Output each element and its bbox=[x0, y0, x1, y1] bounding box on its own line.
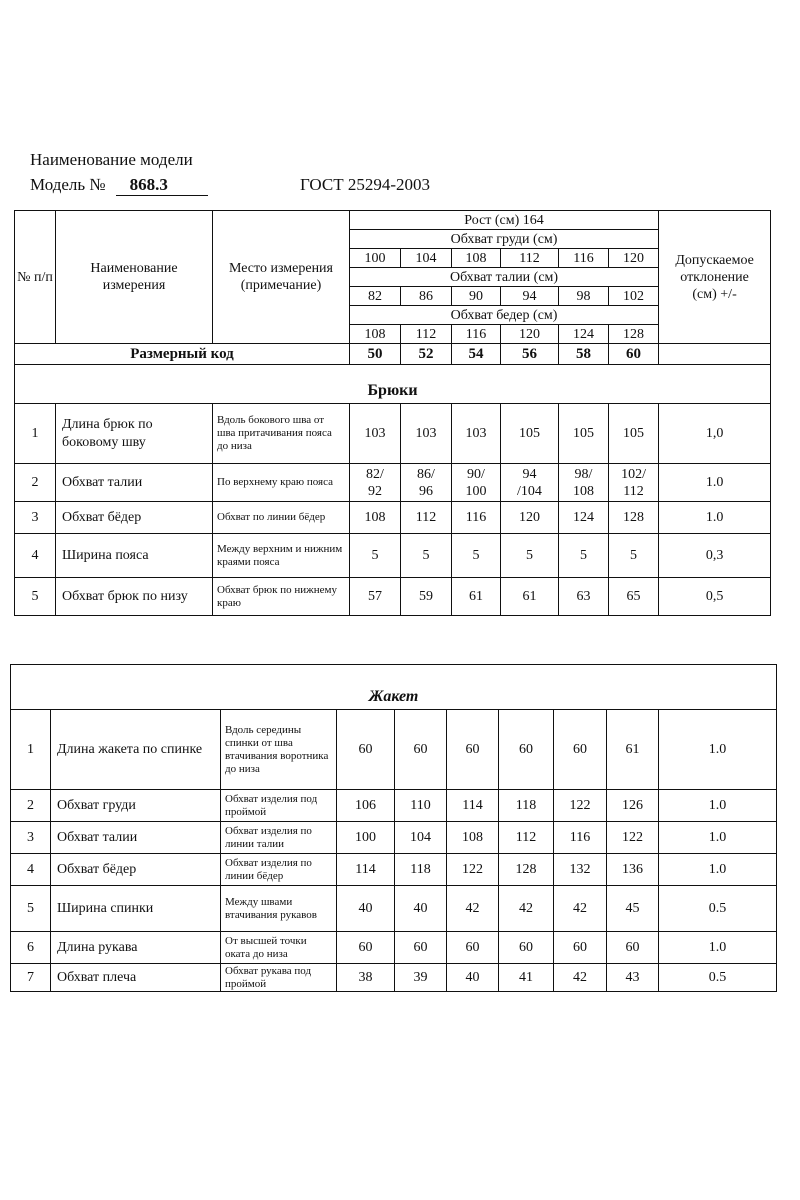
measurement-value: 86/ 96 bbox=[401, 464, 452, 502]
measurement-value: 126 bbox=[607, 790, 659, 822]
chest-size-cell: 100 bbox=[350, 249, 401, 268]
column-header-place: Место измерения (примечание) bbox=[213, 211, 350, 344]
measurement-place: Обхват рукава под проймой bbox=[221, 964, 337, 992]
tolerance-value: 1,0 bbox=[659, 404, 771, 464]
jacket-measurement-table bbox=[10, 664, 777, 992]
section-jacket bbox=[11, 665, 777, 710]
measurement-place: Между швами втачивания рукавов bbox=[221, 886, 337, 932]
measurement-name: Обхват брюк по низу bbox=[56, 578, 213, 616]
measurement-value: 5 bbox=[609, 534, 659, 578]
gost-standard: ГОСТ 25294-2003 bbox=[300, 175, 431, 194]
measurement-value: 59 bbox=[401, 578, 452, 616]
measurement-value: 61 bbox=[501, 578, 559, 616]
table-row bbox=[15, 502, 771, 534]
measurement-value: 5 bbox=[350, 534, 401, 578]
measurement-name: Длина рукава bbox=[51, 932, 221, 964]
row-number: 3 bbox=[15, 502, 56, 534]
measurement-value: 128 bbox=[609, 502, 659, 534]
row-number: 3 bbox=[11, 822, 51, 854]
table-row bbox=[11, 822, 777, 854]
column-header-tolerance: Допускаемое отклонение (см) +/- bbox=[659, 211, 771, 344]
tolerance-value: 0,3 bbox=[659, 534, 771, 578]
measurement-value: 106 bbox=[337, 790, 395, 822]
measurement-value: 108 bbox=[350, 502, 401, 534]
measurement-value: 110 bbox=[395, 790, 447, 822]
measurement-value: 103 bbox=[452, 404, 501, 464]
tolerance-value: 1.0 bbox=[659, 710, 777, 790]
measurement-value: 61 bbox=[607, 710, 659, 790]
measurement-value: 42 bbox=[447, 886, 499, 932]
measurement-place: Обхват брюк по нижнему краю bbox=[213, 578, 350, 616]
table-row bbox=[11, 964, 777, 992]
table-row bbox=[11, 790, 777, 822]
section-trousers bbox=[15, 365, 771, 404]
measurement-place: Обхват по линии бёдер bbox=[213, 502, 350, 534]
measurement-value: 65 bbox=[609, 578, 659, 616]
measurement-value: 118 bbox=[395, 854, 447, 886]
measurement-value: 45 bbox=[607, 886, 659, 932]
waist-size-cell: 90 bbox=[452, 287, 501, 306]
hips-header: Обхват бедер (см) bbox=[350, 306, 659, 325]
hips-size-cell: 120 bbox=[501, 325, 559, 344]
row-number: 6 bbox=[11, 932, 51, 964]
waist-size-cell: 82 bbox=[350, 287, 401, 306]
row-number: 4 bbox=[11, 854, 51, 886]
hips-size-cell: 108 bbox=[350, 325, 401, 344]
measurement-value: 105 bbox=[559, 404, 609, 464]
measurement-name: Длина брюк по боковому шву bbox=[56, 404, 213, 464]
measurement-value: 60 bbox=[554, 710, 607, 790]
measurement-value: 100 bbox=[337, 822, 395, 854]
measurement-value: 5 bbox=[401, 534, 452, 578]
tolerance-value: 1.0 bbox=[659, 464, 771, 502]
tolerance-value: 1.0 bbox=[659, 790, 777, 822]
row-number: 2 bbox=[15, 464, 56, 502]
measurement-name: Обхват бёдер bbox=[51, 854, 221, 886]
tolerance-value: 0.5 bbox=[659, 964, 777, 992]
measurement-name: Обхват плеча bbox=[51, 964, 221, 992]
measurement-value: 5 bbox=[559, 534, 609, 578]
row-number: 1 bbox=[15, 404, 56, 464]
measurement-value: 60 bbox=[607, 932, 659, 964]
column-header-name: Наименование измерения bbox=[56, 211, 213, 344]
hips-size-cell: 124 bbox=[559, 325, 609, 344]
measurement-name: Обхват талии bbox=[56, 464, 213, 502]
table-row bbox=[11, 854, 777, 886]
model-label: Модель № bbox=[30, 175, 106, 194]
measurement-value: 60 bbox=[499, 932, 554, 964]
measurement-value: 63 bbox=[559, 578, 609, 616]
tolerance-value: 1.0 bbox=[659, 854, 777, 886]
row-number: 2 bbox=[11, 790, 51, 822]
measurement-name: Обхват бёдер bbox=[56, 502, 213, 534]
row-number: 1 bbox=[11, 710, 51, 790]
table-row bbox=[15, 534, 771, 578]
size-code-label: Размерный код bbox=[15, 344, 350, 365]
measurement-name: Обхват талии bbox=[51, 822, 221, 854]
measurement-name: Длина жакета по спинке bbox=[51, 710, 221, 790]
measurement-value: 5 bbox=[452, 534, 501, 578]
measurement-value: 102/ 112 bbox=[609, 464, 659, 502]
row-number: 7 bbox=[11, 964, 51, 992]
size-code-cell: 54 bbox=[452, 344, 501, 365]
measurement-value: 103 bbox=[401, 404, 452, 464]
measurement-value: 60 bbox=[337, 710, 395, 790]
measurement-value: 120 bbox=[501, 502, 559, 534]
measurement-value: 39 bbox=[395, 964, 447, 992]
measurement-place: Обхват изделия по линии талии bbox=[221, 822, 337, 854]
measurement-value: 114 bbox=[337, 854, 395, 886]
measurement-value: 82/ 92 bbox=[350, 464, 401, 502]
measurement-value: 40 bbox=[337, 886, 395, 932]
measurement-value: 122 bbox=[607, 822, 659, 854]
measurement-name: Обхват груди bbox=[51, 790, 221, 822]
measurement-place: Вдоль бокового шва от шва притачивания пояса до низа bbox=[213, 404, 350, 464]
measurement-value: 43 bbox=[607, 964, 659, 992]
measurement-value: 105 bbox=[501, 404, 559, 464]
chest-size-cell: 104 bbox=[401, 249, 452, 268]
table-row bbox=[11, 710, 777, 790]
section-title: Брюки bbox=[367, 382, 418, 399]
measurement-value: 108 bbox=[447, 822, 499, 854]
measurement-value: 112 bbox=[401, 502, 452, 534]
tolerance-value: 0,5 bbox=[659, 578, 771, 616]
hips-size-cell: 116 bbox=[452, 325, 501, 344]
table-row bbox=[15, 464, 771, 502]
measurement-value: 94 /104 bbox=[501, 464, 559, 502]
hips-size-cell: 112 bbox=[401, 325, 452, 344]
measurement-value: 112 bbox=[499, 822, 554, 854]
size-code-cell: 52 bbox=[401, 344, 452, 365]
measurement-name: Ширина спинки bbox=[51, 886, 221, 932]
size-code-cell: 60 bbox=[609, 344, 659, 365]
measurement-value: 60 bbox=[554, 932, 607, 964]
measurement-value: 40 bbox=[395, 886, 447, 932]
measurement-value: 124 bbox=[559, 502, 609, 534]
waist-size-cell: 86 bbox=[401, 287, 452, 306]
tolerance-value: 1.0 bbox=[659, 822, 777, 854]
tolerance-value: 0.5 bbox=[659, 886, 777, 932]
measurement-place: Обхват изделия по линии бёдер bbox=[221, 854, 337, 886]
measurement-place: Между верхним и нижним краями пояса bbox=[213, 534, 350, 578]
waist-size-cell: 102 bbox=[609, 287, 659, 306]
size-code-empty bbox=[659, 344, 771, 365]
model-number-line bbox=[30, 175, 208, 196]
model-name-label: Наименование модели bbox=[30, 150, 193, 169]
measurement-value: 128 bbox=[499, 854, 554, 886]
measurement-place: Обхват изделия под проймой bbox=[221, 790, 337, 822]
measurement-value: 104 bbox=[395, 822, 447, 854]
measurement-value: 60 bbox=[447, 932, 499, 964]
measurement-value: 114 bbox=[447, 790, 499, 822]
hips-size-cell: 128 bbox=[609, 325, 659, 344]
measurement-value: 60 bbox=[337, 932, 395, 964]
chest-size-cell: 112 bbox=[501, 249, 559, 268]
waist-size-cell: 98 bbox=[559, 287, 609, 306]
chest-header: Обхват груди (см) bbox=[350, 230, 659, 249]
measurement-value: 98/ 108 bbox=[559, 464, 609, 502]
table-row bbox=[15, 578, 771, 616]
measurement-value: 132 bbox=[554, 854, 607, 886]
row-number: 5 bbox=[11, 886, 51, 932]
column-header-number: № п/п bbox=[15, 211, 56, 344]
tolerance-value: 1.0 bbox=[659, 932, 777, 964]
measurement-value: 116 bbox=[452, 502, 501, 534]
table-row bbox=[15, 404, 771, 464]
waist-header: Обхват талии (см) bbox=[350, 268, 659, 287]
height-header: Рост (см) 164 bbox=[350, 211, 659, 230]
measurement-value: 42 bbox=[554, 886, 607, 932]
measurement-value: 42 bbox=[499, 886, 554, 932]
table-row bbox=[11, 886, 777, 932]
measurement-value: 40 bbox=[447, 964, 499, 992]
size-code-cell: 56 bbox=[501, 344, 559, 365]
size-code-cell: 50 bbox=[350, 344, 401, 365]
measurement-place: Вдоль середины спинки от шва втачивания воротника до низа bbox=[221, 710, 337, 790]
measurement-place: От высшей точки оката до низа bbox=[221, 932, 337, 964]
measurement-value: 122 bbox=[554, 790, 607, 822]
model-number: 868.3 bbox=[116, 175, 208, 196]
measurement-value: 38 bbox=[337, 964, 395, 992]
measurement-value: 118 bbox=[499, 790, 554, 822]
trousers-measurement-table bbox=[14, 210, 771, 616]
measurement-value: 116 bbox=[554, 822, 607, 854]
size-code-cell: 58 bbox=[559, 344, 609, 365]
chest-size-cell: 120 bbox=[609, 249, 659, 268]
measurement-value: 90/ 100 bbox=[452, 464, 501, 502]
section-title: Жакет bbox=[368, 688, 419, 705]
waist-size-cell: 94 bbox=[501, 287, 559, 306]
measurement-value: 136 bbox=[607, 854, 659, 886]
measurement-value: 60 bbox=[499, 710, 554, 790]
measurement-value: 61 bbox=[452, 578, 501, 616]
tolerance-value: 1.0 bbox=[659, 502, 771, 534]
measurement-value: 42 bbox=[554, 964, 607, 992]
chest-size-cell: 116 bbox=[559, 249, 609, 268]
measurement-value: 103 bbox=[350, 404, 401, 464]
measurement-value: 60 bbox=[395, 710, 447, 790]
measurement-value: 57 bbox=[350, 578, 401, 616]
table-row bbox=[11, 932, 777, 964]
measurement-value: 5 bbox=[501, 534, 559, 578]
measurement-value: 105 bbox=[609, 404, 659, 464]
measurement-value: 60 bbox=[395, 932, 447, 964]
row-number: 5 bbox=[15, 578, 56, 616]
measurement-name: Ширина пояса bbox=[56, 534, 213, 578]
measurement-value: 60 bbox=[447, 710, 499, 790]
measurement-value: 122 bbox=[447, 854, 499, 886]
row-number: 4 bbox=[15, 534, 56, 578]
chest-size-cell: 108 bbox=[452, 249, 501, 268]
measurement-value: 41 bbox=[499, 964, 554, 992]
measurement-place: По верхнему краю пояса bbox=[213, 464, 350, 502]
